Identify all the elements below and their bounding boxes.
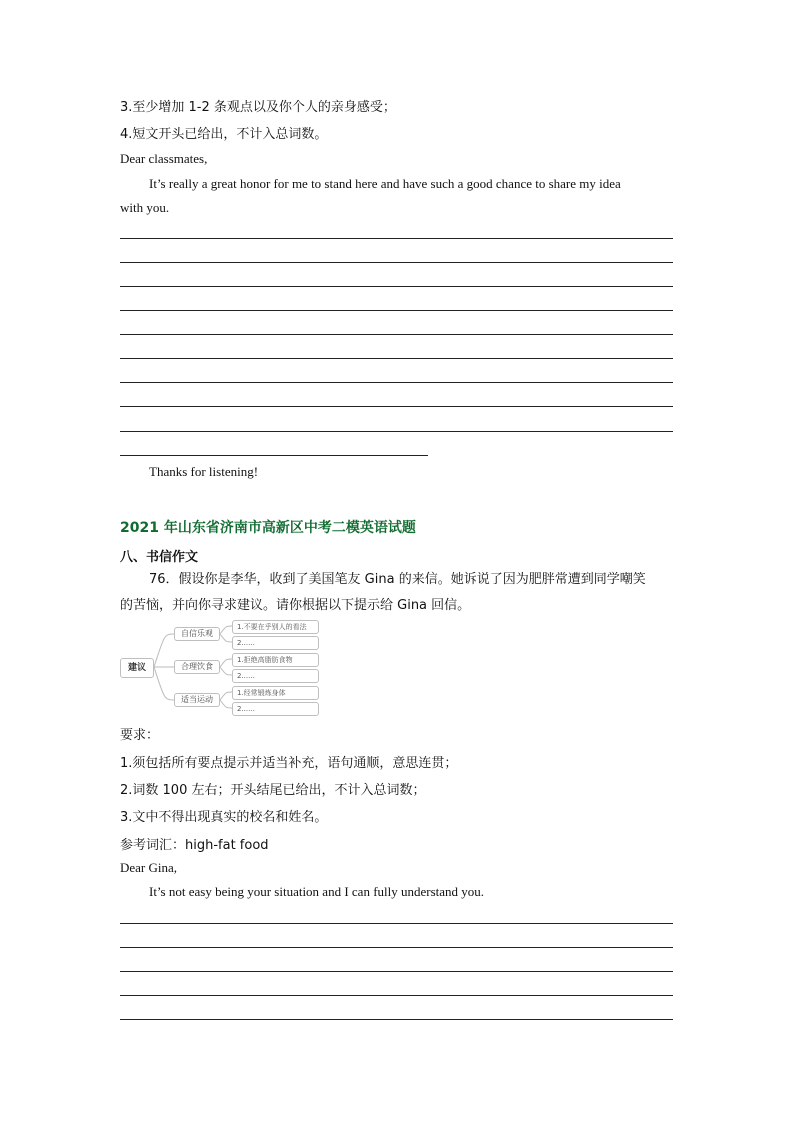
opening-sentence-line1: It’s really a great honor for me to stand here and have such a good chance to share my idea xyxy=(149,176,621,191)
section-heading: 八、书信作文 xyxy=(120,550,199,565)
closing-line: Thanks for listening! xyxy=(149,464,259,479)
writing-line[interactable] xyxy=(120,431,673,432)
mind-map-branch: 合理饮食 xyxy=(174,660,220,674)
salutation: Dear classmates, xyxy=(120,151,208,166)
requirements-title: 要求： xyxy=(120,728,160,743)
writing-line[interactable] xyxy=(120,947,673,948)
writing-line[interactable] xyxy=(120,923,673,924)
writing-line[interactable] xyxy=(120,310,673,311)
mind-map-leaf: 1.不要在乎别人的看法 xyxy=(232,620,319,634)
mind-map-leaf: 1.经常锻炼身体 xyxy=(232,686,319,700)
mind-map-branch: 适当运动 xyxy=(174,693,220,707)
writing-line[interactable] xyxy=(120,1019,673,1020)
writing-line[interactable] xyxy=(120,238,673,239)
exam-title: 2021 年山东省济南市高新区中考二模英语试题 xyxy=(120,520,416,536)
writing-line[interactable] xyxy=(120,382,673,383)
prompt-line1: 76．假设你是李华，收到了美国笔友 Gina 的来信。她诉说了因为肥胖常遭到同学嘲笑 xyxy=(149,572,646,587)
writing-line-short[interactable] xyxy=(120,455,428,456)
mind-map-leaf: 1.拒绝高脂肪食物 xyxy=(232,653,319,667)
opening-sentence-line2: with you. xyxy=(120,200,170,215)
requirement-3: 3.至少增加 1-2 条观点以及你个人的亲身感受； xyxy=(120,100,396,115)
mind-map-leaf: 2...... xyxy=(232,669,319,683)
writing-line[interactable] xyxy=(120,971,673,972)
writing-line[interactable] xyxy=(120,406,673,407)
reference-vocabulary: 参考词汇：high-fat food xyxy=(120,838,269,853)
mind-map-branch: 自信乐观 xyxy=(174,627,220,641)
writing-line[interactable] xyxy=(120,995,673,996)
mind-map-leaf: 2...... xyxy=(232,702,319,716)
writing-line[interactable] xyxy=(120,334,673,335)
prompt-line2: 的苦恼，并向你寻求建议。请你根据以下提示给 Gina 回信。 xyxy=(120,598,471,613)
writing-line[interactable] xyxy=(120,358,673,359)
mind-map-root: 建议 xyxy=(120,658,154,678)
mind-map-leaf: 2...... xyxy=(232,636,319,650)
writing-line[interactable] xyxy=(120,262,673,263)
salutation-gina: Dear Gina, xyxy=(120,860,178,875)
writing-line[interactable] xyxy=(120,286,673,287)
requirement-2: 2.词数 100 左右；开头结尾已给出，不计入总词数； xyxy=(120,783,426,798)
requirement-1: 1.须包括所有要点提示并适当补充，语句通顺，意思连贯； xyxy=(120,756,458,771)
requirement-3-names: 3.文中不得出现真实的校名和姓名。 xyxy=(120,810,328,825)
opening-sentence-gina: It’s not easy being your situation and I can fully understand you. xyxy=(149,884,485,899)
requirement-4: 4.短文开头已给出，不计入总词数。 xyxy=(120,127,328,142)
